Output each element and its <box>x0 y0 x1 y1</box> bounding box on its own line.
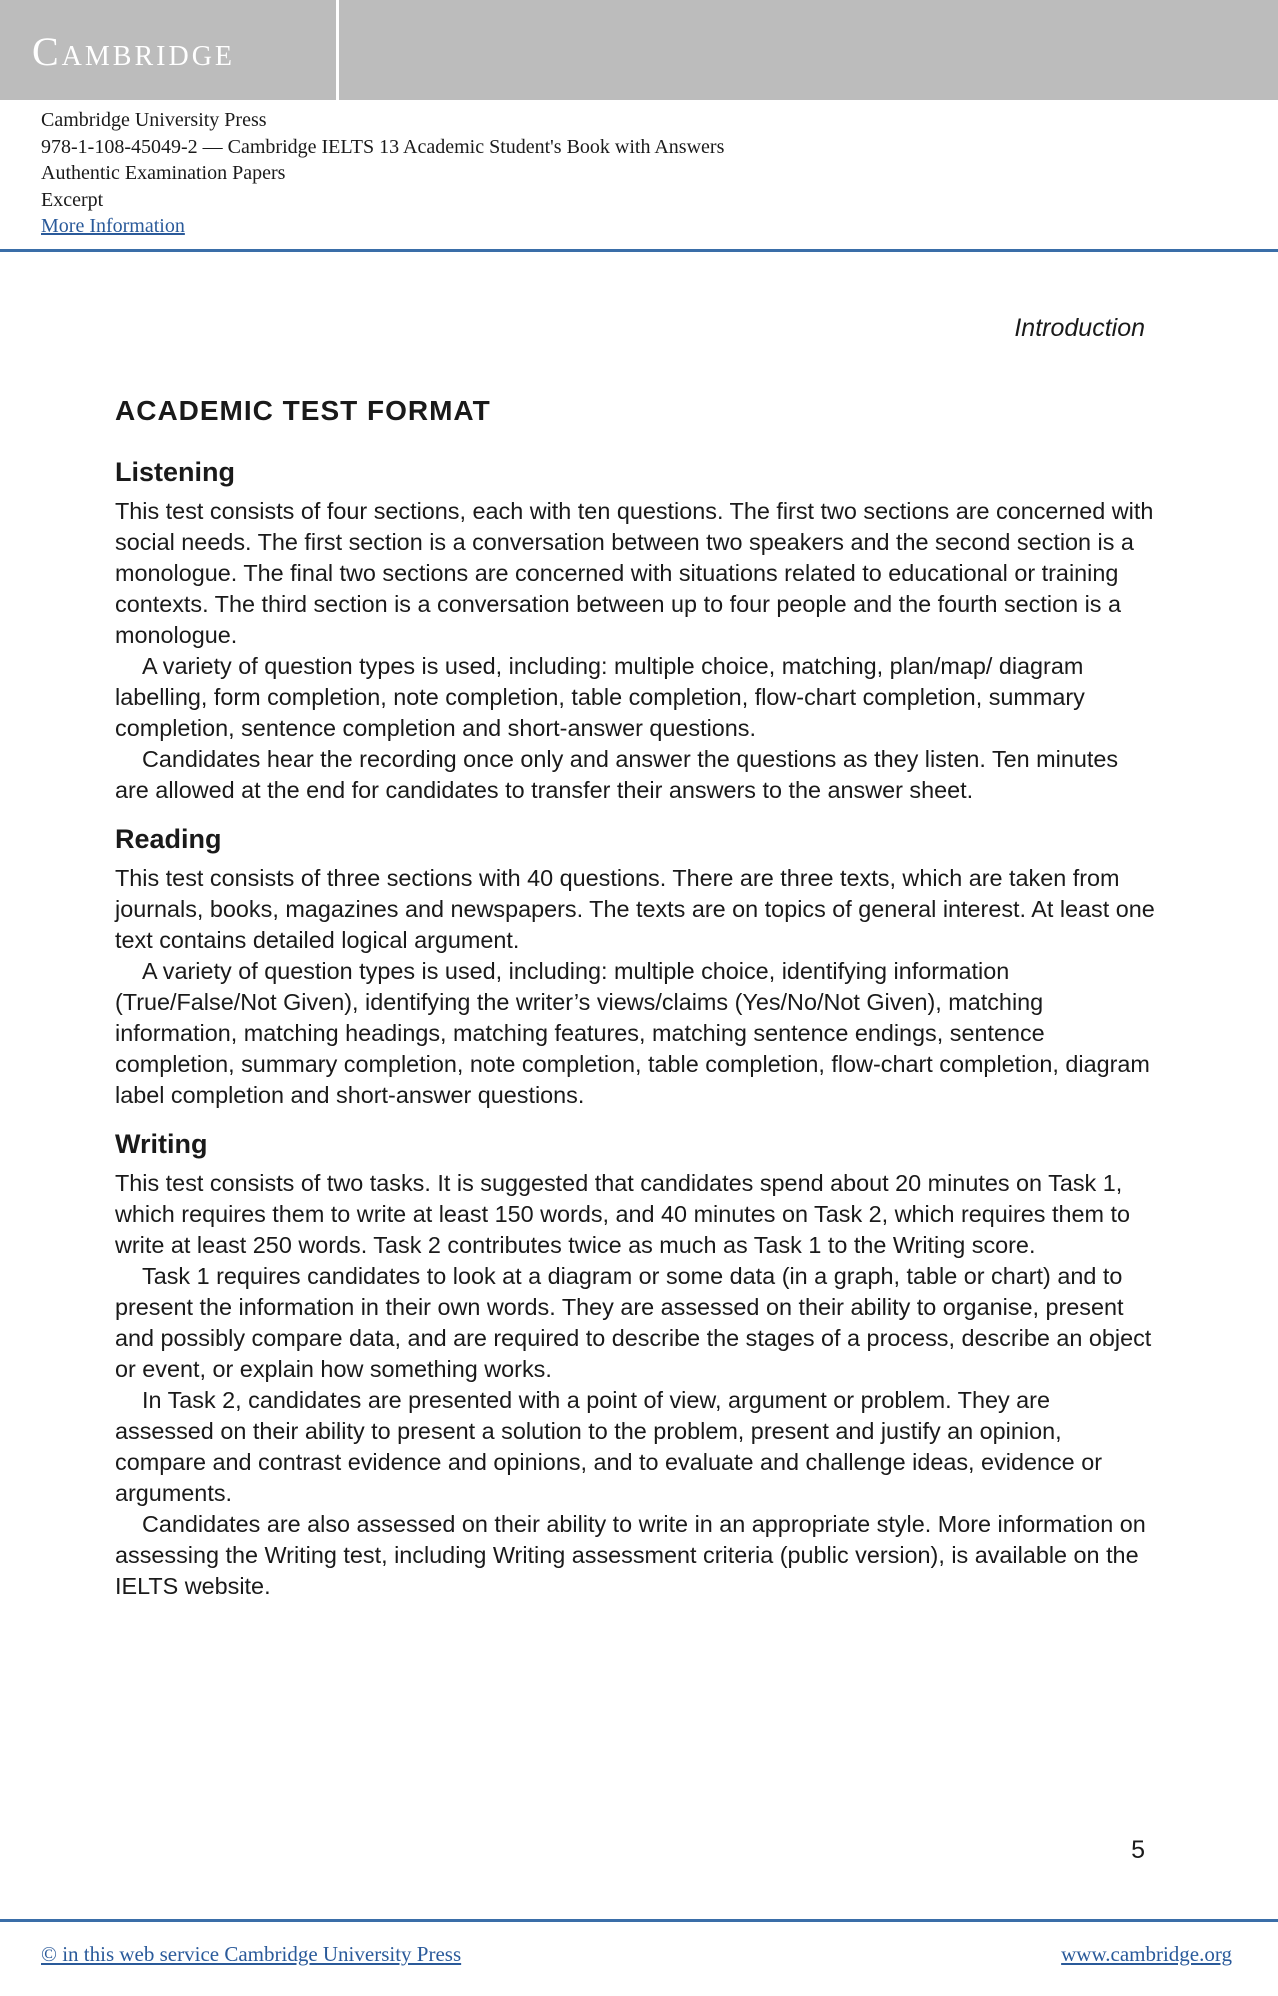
excerpt-label: Excerpt <box>41 188 104 211</box>
book-subtitle: Authentic Examination Papers <box>41 162 286 184</box>
section-heading: Reading <box>115 824 222 854</box>
paragraph: This test consists of three sections with 40 questions. There are three texts, which are taken from journals, books, magazines and newspapers. The texts are on topics of general interest. At least one text contains detailed logical argument. <box>115 865 1155 953</box>
section-heading: Listening <box>115 457 235 487</box>
paragraph: A variety of question types is used, including: multiple choice, matching, plan/map/ diagram labelling, form completion, note completion, table completion, flow-chart completion, summary completion, sentence completion and short-answer questions. <box>115 653 1085 741</box>
paragraph: A variety of question types is used, including: multiple choice, identifying information (True/False/Not Given), identifying the writer’s views/claims (Yes/No/Not Given), matching information, matching headings, matching features, matching sentence endings, sentence completion, summary completion, note completion, table completion, flow-chart completion, diagram label completion and short-answer questions. <box>115 958 1150 1108</box>
copyright-link[interactable]: © in this web service Cambridge University Press <box>41 1942 462 1966</box>
paragraph: This test consists of four sections, each with ten questions. The first two sections are concerned with social needs. The first section is a conversation between two speakers and the second section is a monologue. The final two sections are concerned with situations related to educational or training contexts. The third section is a conversation between up to four people and the fourth section is a monologue. <box>115 498 1154 648</box>
book-isbn-title: 978-1-108-45049-2 — Cambridge IELTS 13 Academic Student's Book with Answers <box>41 135 725 158</box>
section-writing <box>115 1129 1155 1602</box>
section-reading <box>115 824 1155 1111</box>
paragraph: In Task 2, candidates are presented with a point of view, argument or problem. They are assessed on their ability to present a solution to the problem, present and justify an opinion, compare and contrast evidence and opinions, and to evaluate and challenge ideas, evidence or arguments. <box>115 1387 1102 1506</box>
page-number: 5 <box>1131 1836 1145 1864</box>
paragraph: Candidates hear the recording once only and answer the questions as they listen. Ten minutes are allowed at the end for candidates to transfer their answers to the answer sheet. <box>115 746 1119 803</box>
paragraph: Task 1 requires candidates to look at a diagram or some data (in a graph, table or chart) and to present the information in their own words. They are assessed on their ability to organise, present and possibly compare data, and are required to describe the stages of a process, describe an object or event, or explain how something works. <box>115 1263 1152 1382</box>
footer-divider <box>0 1919 1278 1922</box>
website-link[interactable]: www.cambridge.org <box>1061 1942 1232 1966</box>
cambridge-logo: Cambridge <box>32 29 236 74</box>
section-listening <box>115 457 1155 806</box>
more-information-link[interactable]: More Information <box>41 215 185 237</box>
section-heading: Writing <box>115 1129 208 1159</box>
header-divider <box>0 249 1278 252</box>
page-content <box>115 395 1155 1620</box>
book-metadata <box>41 107 724 240</box>
publisher-name: Cambridge University Press <box>41 109 267 131</box>
logo-divider <box>336 0 339 100</box>
running-head: Introduction <box>1014 314 1145 342</box>
paragraph: This test consists of two tasks. It is suggested that candidates spend about 20 minutes on Task 1, which requires them to write at least 150 words, and 40 minutes on Task 2, which requires them to write at least 250 words. Task 2 contributes twice as much as Task 1 to the Writing score. <box>115 1170 1130 1258</box>
page-title: ACADEMIC TEST FORMAT <box>115 395 491 426</box>
logo-box <box>0 0 336 100</box>
paragraph: Candidates are also assessed on their ability to write in an appropriate style. More information on assessing the Writing test, including Writing assessment criteria (public version), is available on the IELTS website. <box>115 1511 1146 1599</box>
